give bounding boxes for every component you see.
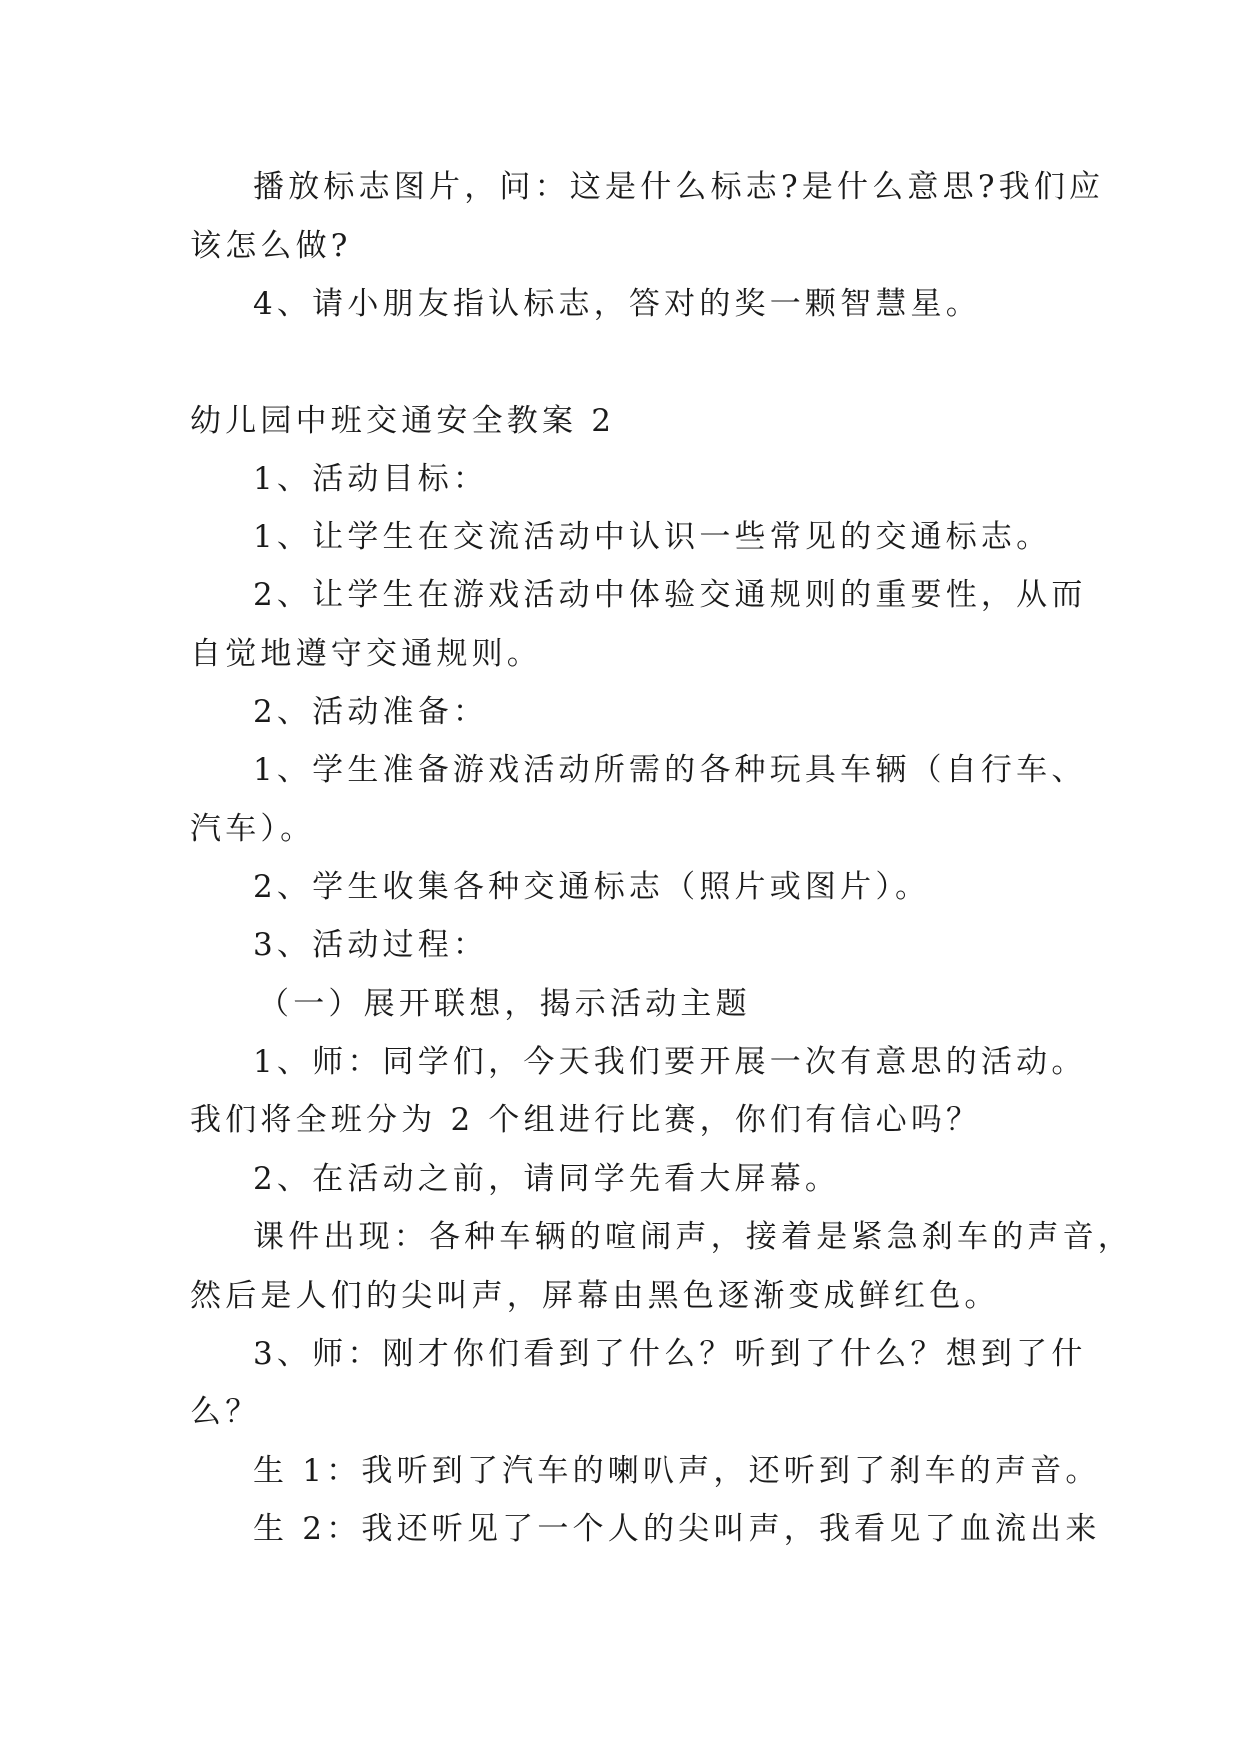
paragraph-line: 么？ [190, 1394, 261, 1430]
paragraph-line: 我们将全班分为 2 个组进行比赛，你们有信心吗？ [190, 1102, 982, 1138]
paragraph-line: 生 2：我还听见了一个人的尖叫声，我看见了血流出来 [253, 1511, 1101, 1547]
paragraph-line: 3、师：刚才你们看到了什么？听到了什么？想到了什 [253, 1336, 1087, 1372]
paragraph-line: 然后是人们的尖叫声，屏幕由黑色逐渐变成鲜红色。 [190, 1278, 1000, 1314]
paragraph-line: 1、学生准备游戏活动所需的各种玩具车辆（自行车、 [253, 752, 1087, 788]
paragraph-line: 自觉地遵守交通规则。 [190, 636, 542, 672]
paragraph-line: 1、让学生在交流活动中认识一些常见的交通标志。 [253, 519, 1052, 555]
paragraph-line: 1、活动目标： [253, 461, 489, 497]
paragraph-line: 2、让学生在游戏活动中体验交通规则的重要性，从而 [253, 577, 1087, 613]
paragraph-line: 2、活动准备： [253, 694, 489, 730]
paragraph-line: 1、师：同学们，今天我们要开展一次有意思的活动。 [253, 1044, 1087, 1080]
section-heading: 幼儿园中班交通安全教案 2 [190, 403, 616, 439]
paragraph-line: 4、请小朋友指认标志，答对的奖一颗智慧星。 [253, 286, 981, 322]
paragraph-line: 2、学生收集各种交通标志（照片或图片）。 [253, 869, 931, 905]
paragraph-line: 2、在活动之前，请同学先看大屏幕。 [253, 1161, 841, 1197]
paragraph-line: 播放标志图片，问：这是什么标志?是什么意思?我们应 [253, 169, 1105, 205]
paragraph-line: 该怎么做? [190, 228, 352, 264]
subheading-line: （一）展开联想，揭示活动主题 [258, 986, 751, 1022]
paragraph-line: 汽车）。 [190, 811, 316, 847]
paragraph-line: 3、活动过程： [253, 927, 489, 963]
paragraph-line: 课件出现：各种车辆的喧闹声，接着是紧急刹车的声音， [253, 1219, 1133, 1255]
paragraph-line: 生 1：我听到了汽车的喇叭声，还听到了刹车的声音。 [253, 1453, 1101, 1489]
